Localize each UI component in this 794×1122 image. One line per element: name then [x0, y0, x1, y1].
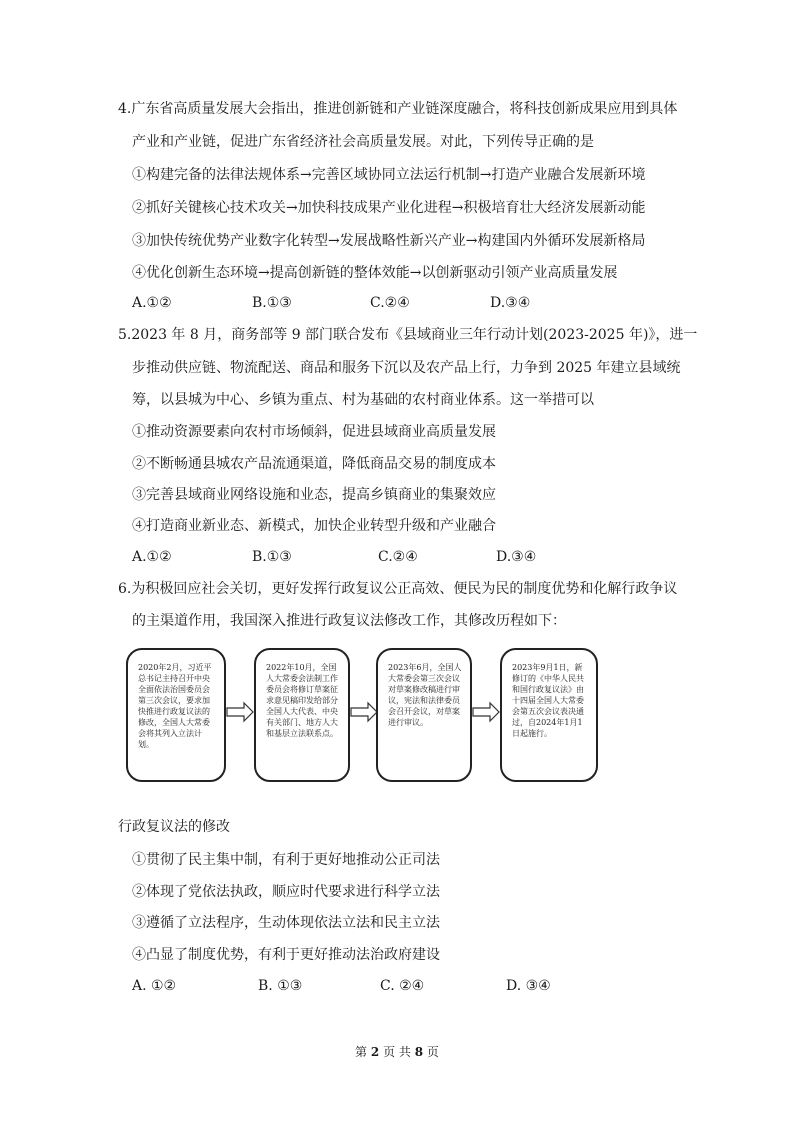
q5-option-b[interactable]: B.①③ [252, 549, 292, 565]
footer-total-pages: 8 [414, 1045, 424, 1059]
q6-item-2: ②体现了党依法执政，顺应时代要求进行科学立法 [132, 884, 440, 900]
q6-item-1: ①贯彻了民主集中制，有利于更好地推动公正司法 [132, 852, 440, 868]
q6-item-4: ④凸显了制度优势，有利于更好推动法治政府建设 [132, 947, 440, 963]
q5-option-c[interactable]: C.②④ [378, 549, 418, 565]
q5-stem-line-2: 步推动供应链、物流配送、商品和服务下沉以及农产品上行，力争到 2025 年建立县域统 [132, 360, 681, 376]
q6-item-3: ③遵循了立法程序，生动体现依法立法和民主立法 [132, 915, 440, 931]
q4-option-c[interactable]: C.②④ [370, 295, 410, 311]
flow-step-1: 2020年2月，习近平总书记主持召开中央全面依法治国委员会第三次会议，要求加快推进行政复议法的修改，全国人大常委会将其列入立法计划。 [126, 648, 226, 782]
q6-option-a[interactable]: A. ①② [132, 978, 177, 994]
q4-item-2: ②抓好关键核心技术攻关→加快科技成果产业化进程→积极培育壮大经济发展新动能 [132, 200, 646, 216]
q4-item-3: ③加快传统优势产业数字化转型→发展战略性新兴产业→构建国内外循环发展新格局 [132, 233, 646, 249]
arrow-right-icon [472, 700, 500, 724]
q4-item-4: ④优化创新生态环境→提高创新链的整体效能→以创新驱动引领产业高质量发展 [132, 265, 618, 281]
flow-step-4: 2023年9月1日，新修订的《中华人民共和国行政复议法》由十四届全国人大常委会第五次会议表决通过，自2024年1月1日起施行。 [500, 648, 598, 782]
q4-option-a[interactable]: A.①② [132, 295, 172, 311]
footer-pre: 第 [355, 1045, 368, 1059]
q5-stem-line-1: 5.2023 年 8 月，商务部等 9 部门联合发布《县域商业三年行动计划(2023-2025 年)》，进一 [118, 327, 698, 343]
q4-option-b[interactable]: B.①③ [252, 295, 292, 311]
revision-history-flowchart [126, 648, 602, 788]
footer-mid: 页 共 [383, 1045, 411, 1059]
q4-option-d[interactable]: D.③④ [490, 295, 531, 311]
page-footer [0, 1044, 794, 1060]
q5-item-3: ③完善县域商业网络设施和业态，提高乡镇商业的集聚效应 [132, 487, 496, 503]
q5-item-4: ④打造商业新业态、新模式，加快企业转型升级和产业融合 [132, 518, 496, 534]
q4-stem-line-1: 4.广东省高质量发展大会指出，推进创新链和产业链深度融合，将科技创新成果应用到具体 [118, 101, 678, 117]
arrow-right-icon [226, 700, 254, 724]
q5-item-1: ①推动资源要素向农村市场倾斜，促进县域商业高质量发展 [132, 424, 496, 440]
arrow-right-icon [350, 700, 378, 724]
q6-option-b[interactable]: B. ①③ [258, 978, 303, 994]
footer-page-number: 2 [370, 1045, 380, 1059]
flow-step-3: 2023年6月，全国人大常委会第三次会议对草案修改稿进行审议，宪法和法律委员会召开会议，对草案进行审议。 [376, 648, 472, 782]
q5-item-2: ②不断畅通县城农产品流通渠道，降低商品交易的制度成本 [132, 456, 496, 472]
q4-item-1: ①构建完备的法律法规体系→完善区域协同立法运行机制→打造产业融合发展新环境 [132, 167, 646, 183]
q6-option-d[interactable]: D. ③④ [506, 978, 551, 994]
q6-prompt: 行政复议法的修改 [118, 819, 230, 835]
flow-step-2: 2022年10月，全国人大常委会法制工作委员会将修订草案征求意见稿印发给部分全国人大代表、中央有关部门、地方人大和基层立法联系点。 [254, 648, 350, 782]
q6-stem-line-2: 的主渠道作用，我国深入推进行政复议法修改工作，其修改历程如下： [132, 613, 566, 629]
q5-option-d[interactable]: D.③④ [496, 549, 537, 565]
q6-stem-line-1: 6.为积极回应社会关切，更好发挥行政复议公正高效、便民为民的制度优势和化解行政争议 [118, 581, 678, 597]
footer-post: 页 [426, 1045, 439, 1059]
q6-option-c[interactable]: C. ②④ [380, 978, 425, 994]
q5-stem-line-3: 筹，以县城为中心、乡镇为重点、村为基础的农村商业体系。这一举措可以 [132, 392, 594, 408]
q5-option-a[interactable]: A.①② [132, 549, 172, 565]
q4-stem-line-2: 产业和产业链，促进广东省经济社会高质量发展。对此，下列传导正确的是 [132, 134, 594, 150]
